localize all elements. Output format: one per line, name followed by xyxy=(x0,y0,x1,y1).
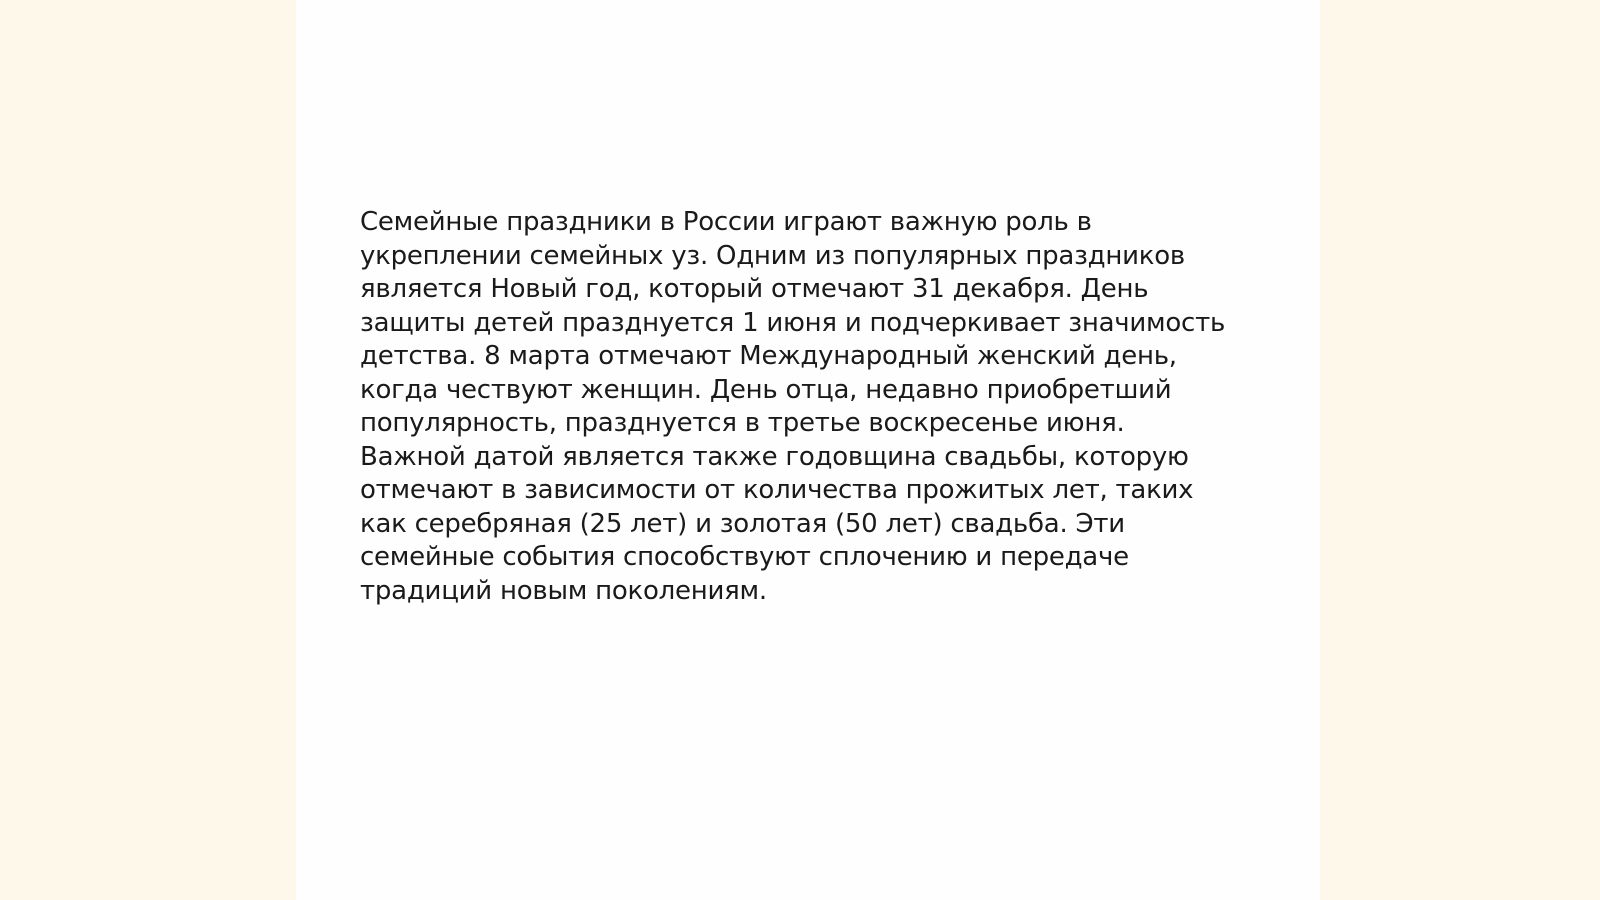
paragraph-line: когда чествуют женщин. День отца, недавно приобретший xyxy=(360,374,1172,405)
paragraph-line: традиций новым поколениям. xyxy=(360,575,767,606)
paragraph-line: является Новый год, который отмечают 31 декабря. День xyxy=(360,274,1149,304)
paragraph-line: отмечают в зависимости от количества прожитых лет, таких xyxy=(360,475,1194,505)
document-page xyxy=(296,0,1320,900)
paragraph-line: популярность, празднуется в третье воскресенье июня. xyxy=(360,408,1125,438)
paragraph-line: Важной датой является также годовщина свадьбы, которую xyxy=(360,441,1189,472)
paragraph-line: укреплении семейных уз. Одним из популярных праздников xyxy=(360,240,1185,271)
paragraph-line: защиты детей празднуется 1 июня и подчеркивает значимость xyxy=(360,307,1226,338)
paragraph-line: семейные события способствуют сплочению и передаче xyxy=(360,542,1129,572)
body-paragraph xyxy=(360,206,1250,608)
paragraph-line: детства. 8 марта отмечают Международный женский день, xyxy=(360,341,1177,371)
paragraph-line: как серебряная (25 лет) и золотая (50 лет) свадьба. Эти xyxy=(360,508,1125,539)
paragraph-line: Семейные праздники в России играют важную роль в xyxy=(360,207,1092,237)
